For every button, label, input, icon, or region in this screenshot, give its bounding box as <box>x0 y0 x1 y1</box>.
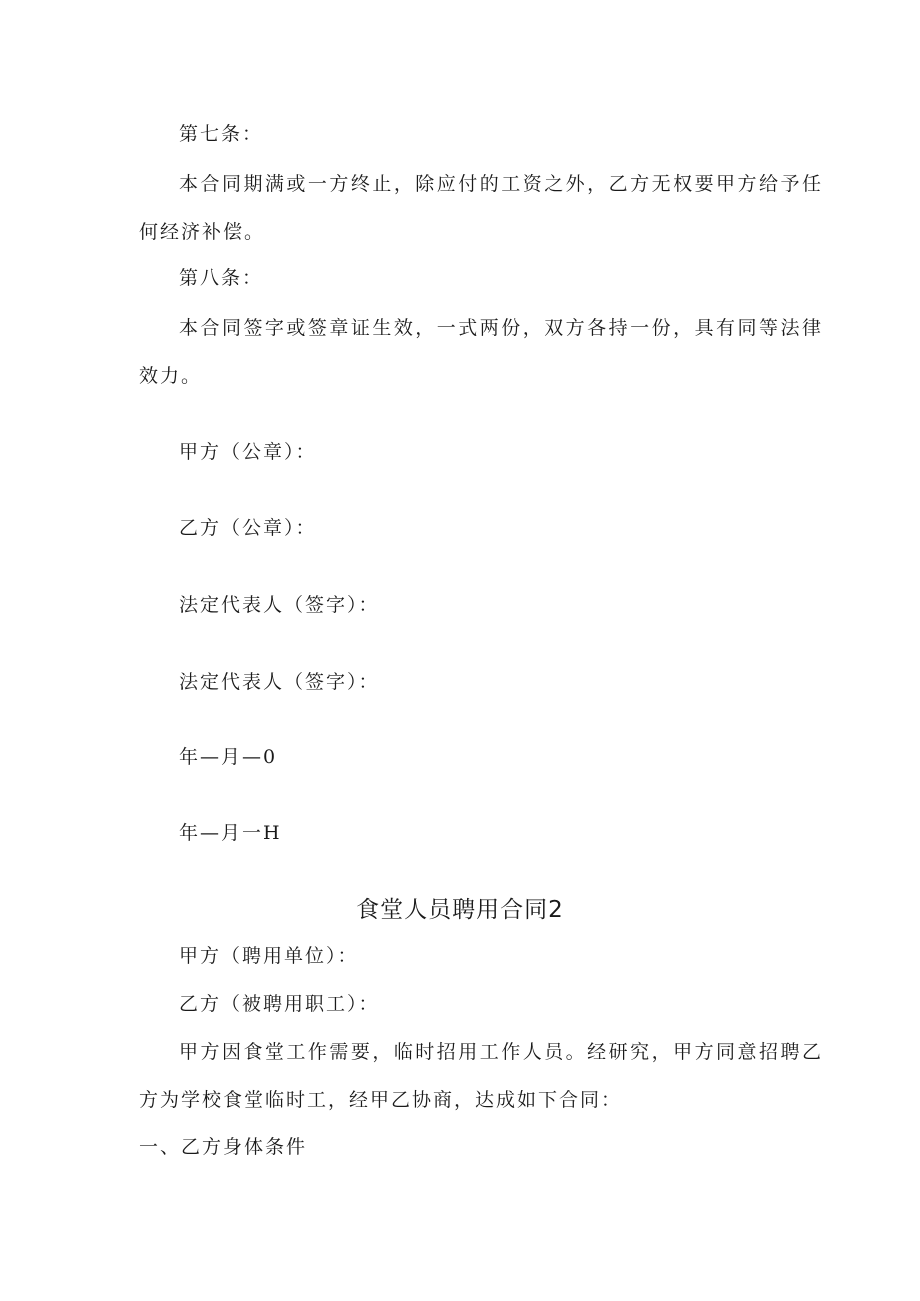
contract-2-party-a: 甲方（聘用单位）： <box>179 945 359 967</box>
date-line-2: 年—月一H <box>179 822 282 844</box>
article-8-body-text-1: 本合同签字或签章证生效，一式两份，双方各持一份，具有同等法律 <box>179 317 821 339</box>
contract-2-title: 食堂人员聘用合同2 <box>356 897 564 923</box>
article-8-body-line-1 <box>179 316 821 340</box>
party-a-seal-label: 甲方（公章）： <box>179 441 317 463</box>
contract-2-party-b: 乙方（被聘用职工）： <box>179 993 380 1015</box>
contract-2-intro-line-1 <box>179 1040 821 1064</box>
article-7-body-text-1: 本合同期满或一方终止，除应付的工资之外，乙方无权要甲方给予任 <box>179 173 821 195</box>
article-8-body-line-2: 效力。 <box>139 365 203 387</box>
article-8-heading: 第八条： <box>179 267 264 289</box>
date-line-1: 年—月—0 <box>179 746 278 768</box>
legal-representative-signature-label-1: 法定代表人（签字）： <box>179 594 380 616</box>
legal-representative-signature-label-2: 法定代表人（签字）： <box>179 671 380 693</box>
contract-2-intro-text-1: 甲方因食堂工作需要，临时招用工作人员。经研究，甲方同意招聘乙 <box>179 1041 821 1063</box>
contract-2-section-1-heading: 一、乙方身体条件 <box>139 1136 308 1158</box>
party-b-seal-label: 乙方（公章）： <box>179 517 317 539</box>
article-7-body-line-2: 何经济补偿。 <box>139 221 266 243</box>
article-7-heading: 第七条： <box>179 123 264 145</box>
contract-2-intro-line-2: 方为学校食堂临时工，经甲乙协商，达成如下合同： <box>139 1089 623 1111</box>
article-7-body-line-1 <box>179 172 821 196</box>
